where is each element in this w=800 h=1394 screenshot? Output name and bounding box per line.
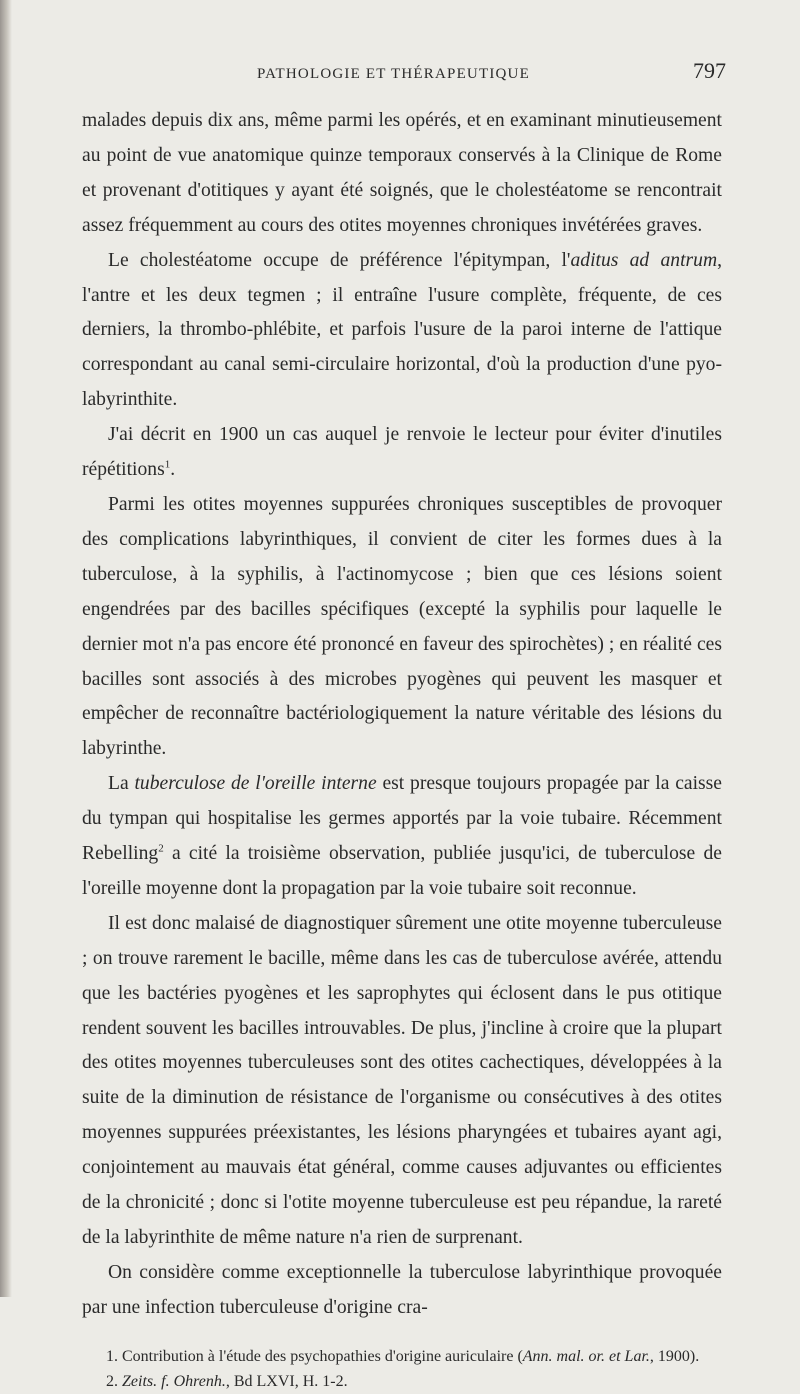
paragraph <box>82 767 722 907</box>
paragraph: malades depuis dix ans, même parmi les opérés, et en examinant minutieusement au point de vue anatomique quinze temporaux conservés à la Clinique de Rome et provenant d'otitiques y ayant été soignés, que le cholestéatome se rencontrait assez fréquemment au cours des otites moyennes chroniques invétérées graves. <box>82 110 722 236</box>
italic-citation: Zeits. f. Ohrenh. <box>122 1372 226 1390</box>
footnote-2 <box>82 1369 722 1394</box>
footnote-1 <box>82 1344 722 1369</box>
text-run: 2. <box>106 1372 122 1390</box>
paragraph: Parmi les otites moyennes suppurées chroniques susceptibles de provoquer des complications labyrinthiques, il convient de citer les formes dues à la tuberculose, à la syphilis, à l'actinomycose ; bien que ces lésions soient engendrées par des bacilles spécifiques (excepté la syphilis pour laquelle le dernier mot n'a pas encore été prononcé en faveur des spirochètes) ; en réalité ces bacilles sont associés à des microbes pyogènes qui peuvent les masquer et empêcher de reconnaître bactériologiquement la nature véritable des lésions du labyrinthe. <box>82 493 722 760</box>
running-header <box>82 52 726 92</box>
italic-citation: Ann. mal. or. et Lar. <box>522 1347 650 1365</box>
text-run: , Bd LXVI, H. 1-2. <box>225 1372 348 1390</box>
paragraph: Il est donc malaisé de diagnostiquer sûrement une otite moyenne tuberculeuse ; on trouve rarement le bacille, même dans les cas de tuberculose avérée, attendu que les bactéries pyogènes et les saprophytes qui éclosent dans le pus otitique rendent souvent les bacilles introuvables. De plus, j'incline à croire que la plupart des otites moyennes tuberculeuses sont des otites cachectiques, développées à la suite de la diminution de résistance de l'organisme ou consécutives à des otites moyennes suppurées préexistantes, les lésions pharyngées et tubaires ayant agi, conjointement au mauvais état général, comme causes adjuvantes ou efficientes de la chronicité ; donc si l'otite moyenne tuberculeuse est peu répandue, la rareté de la labyrinthite de même nature n'a rien de surprenant. <box>82 912 722 1248</box>
italic-term: tuberculose de l'oreille interne <box>134 773 377 795</box>
paragraph <box>82 418 722 488</box>
text-run: . <box>170 459 176 481</box>
footnote-ref: 1 <box>164 458 171 471</box>
body-text <box>82 104 722 1326</box>
text-run: , l'antre et les deux tegmen ; il entraîne l'usure complète, fréquente, de ces derniers, la thrombo-phlébite, et parfois l'usure de la paroi interne de l'attique correspondant au canal semi-circulaire horizontal, d'où la production d'une pyo-labyrinthite. <box>82 249 722 411</box>
text-run: a cité la troisième observation, publiée jusqu'ici, de tuberculose de l'oreille moyenne dont la propagation par la voie tubaire soit reconnue. <box>82 843 722 899</box>
footnote-ref: 2 <box>158 842 164 855</box>
italic-term: aditus ad antrum <box>570 249 718 271</box>
paragraph: On considère comme exceptionnelle la tuberculose labyrinthique provoquée par une infection tuberculeuse d'origine cra- <box>82 1261 722 1318</box>
footnotes <box>82 1344 722 1394</box>
page-number: 797 <box>693 58 726 83</box>
text-run: 1. Contribution à l'étude des psychopathies d'origine auriculaire ( <box>106 1347 523 1365</box>
text-run: J'ai décrit en 1900 un cas auquel je renvoie le lecteur pour éviter d'inutiles répétitions <box>82 424 722 481</box>
text-run: La <box>108 773 135 795</box>
text-run: Le cholestéatome occupe de préférence l'épitympan, l' <box>108 249 571 271</box>
paragraph <box>82 244 722 419</box>
book-page <box>82 52 726 1394</box>
running-title: PATHOLOGIE ET THÉRAPEUTIQUE <box>257 66 530 82</box>
book-binding-edge <box>0 0 12 1297</box>
text-run: est presque toujours propagée par la caisse du tympan qui hospitalise les germes apportés par la voie tubaire. Récemment Rebelling <box>82 773 722 865</box>
text-run: , 1900). <box>649 1347 700 1365</box>
